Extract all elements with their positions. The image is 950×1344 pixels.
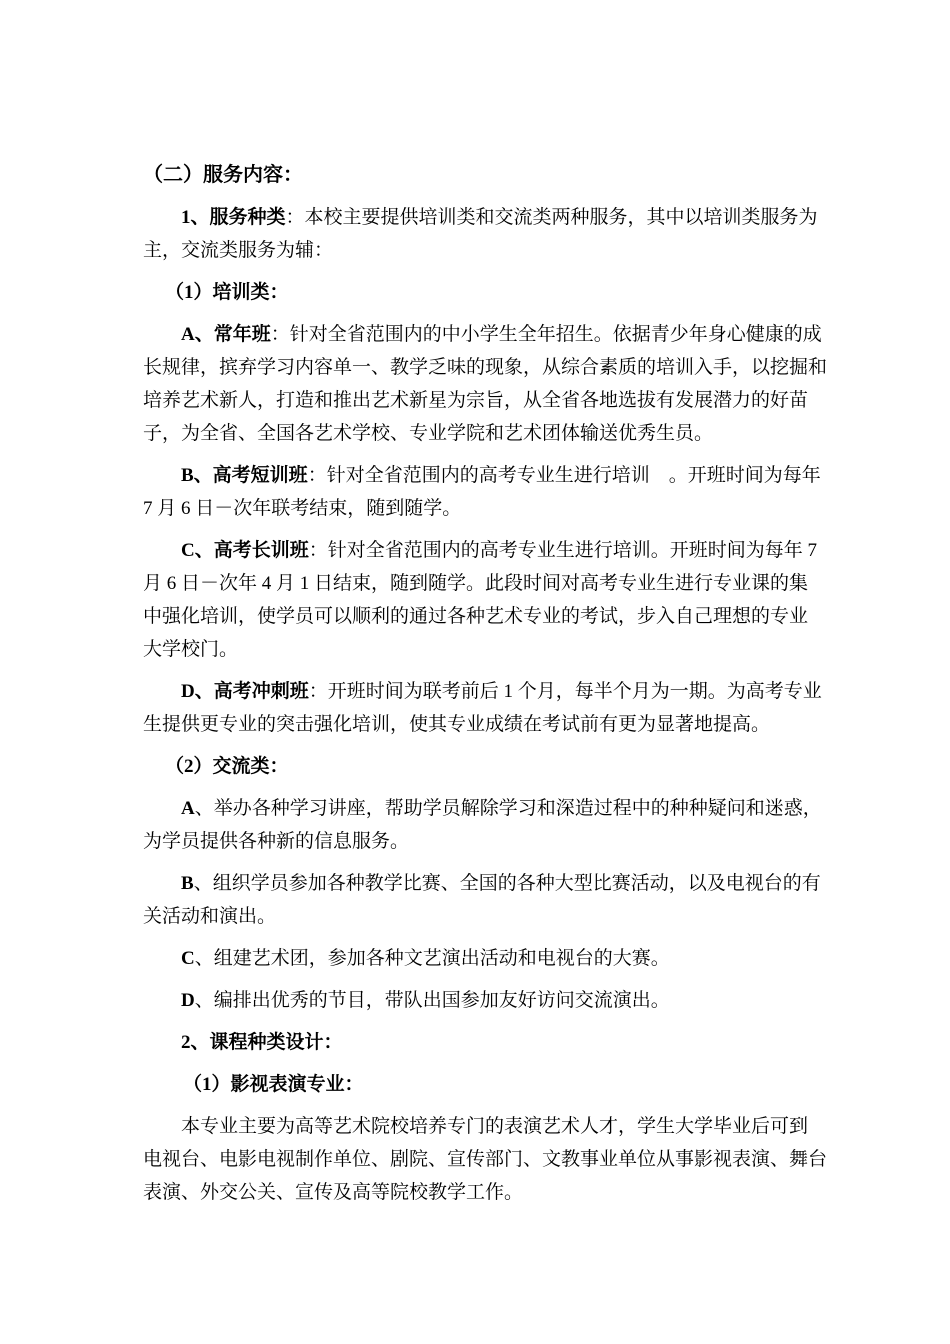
bold-lead: B、高考短训班 [181,465,308,486]
text-line [143,942,807,975]
paragraph [143,534,817,666]
line-text: 、编排出优秀的节目，带队出国参加友好访问交流演出。 [194,990,670,1011]
text-line [143,633,807,666]
line-text: ：针对全省范围内的高考专业生进行培训 。开班时间为每年 [307,465,821,486]
paragraph [143,1110,828,1209]
bold-lead: （二）服务内容： [143,164,303,186]
subsection-heading [143,1068,807,1101]
text-line [143,459,821,492]
bold-lead: D、高考冲刺班 [181,681,309,702]
bold-lead: C、高考长训班 [181,540,309,561]
line-text: ：开班时间为联考前后 1 个月，每半个月为一期。为高考专业 [308,681,822,702]
text-line [143,1176,807,1209]
line-text: 子，为全省、全国各艺术学校、专业学院和艺术团体输送优秀生员。 [143,423,714,444]
paragraph [143,792,822,858]
text-line [143,900,807,933]
text-line [143,159,807,192]
paragraph [143,675,822,741]
text-line [143,867,821,900]
bold-lead: （1）影视表演专业： [183,1074,364,1095]
text-line [143,1110,807,1143]
text-line [143,792,822,825]
paragraph [143,1026,807,1059]
line-text: 关活动和演出。 [143,906,277,927]
text-line [143,567,807,600]
text-line [143,351,828,384]
text-line [143,984,807,1017]
bold-lead: （1）培训类： [165,282,289,303]
text-line [143,825,807,858]
line-text: 主，交流类服务为辅： [143,240,334,261]
line-text: 长规律，摈弃学习内容单一、教学乏味的现象，从综合素质的培训入手，以挖掘和 [143,357,828,378]
bold-lead: D [181,990,195,1011]
line-text: 大学校门。 [143,639,239,660]
text-line [143,750,807,783]
paragraph [143,459,821,525]
line-text: ：针对全省范围内的中小学生全年招生。依据青少年身心健康的成 [270,324,822,345]
subsection-heading [143,276,807,309]
paragraph [143,318,828,450]
line-text: 月 6 日－次年 4 月 1 日结束，随到随学。此段时间对高考专业生进行专业课的集 [143,573,809,594]
line-text: 表演、外交公关、宣传及高等院校教学工作。 [143,1182,524,1203]
section-title [143,159,807,192]
paragraph [143,201,818,267]
bold-lead: A [181,798,195,819]
line-text: 中强化培训，使学员可以顺利的通过各种艺术专业的考试，步入自己理想的专业 [143,606,809,627]
line-text: 电视台、电影电视制作单位、剧院、宣传部门、文教事业单位从事影视表演、舞台 [143,1149,828,1170]
line-text: 生提供更专业的突击强化培训，使其专业成绩在考试前有更为显著地提高。 [143,714,771,735]
text-line [143,708,807,741]
paragraph [143,942,807,975]
paragraph [143,984,807,1017]
line-text: ：针对全省范围内的高考专业生进行培训。开班时间为每年 7 [308,540,817,561]
bold-lead: B [181,873,194,894]
text-line [143,1143,828,1176]
text-line [143,492,807,525]
line-text: 培养艺术新人，打造和推出艺术新星为宗旨，从全省各地选拔有发展潜力的好苗 [143,390,809,411]
text-line [143,1026,807,1059]
text-line [143,234,807,267]
bold-lead: 1、服务种类 [181,207,286,228]
line-text: 、举办各种学习讲座，帮助学员解除学习和深造过程中的种种疑问和迷惑， [194,798,822,819]
text-line [143,276,807,309]
line-text: 、组建艺术团，参加各种文艺演出活动和电视台的大赛。 [194,948,670,969]
line-text: 、组织学员参加各种教学比赛、全国的各种大型比赛活动，以及电视台的有 [193,873,821,894]
bold-lead: A、常年班 [181,324,271,345]
line-text: 7 月 6 日－次年联考结束，随到随学。 [143,498,462,519]
text-line [143,318,822,351]
bold-lead: 2、课程种类设计： [181,1032,343,1053]
text-line [143,534,817,567]
text-line [143,417,807,450]
paragraph [143,867,821,933]
line-text: ：本校主要提供培训类和交流类两种服务，其中以培训类服务为 [285,207,818,228]
text-line [143,675,822,708]
text-line [143,1068,807,1101]
text-line [143,600,807,633]
text-line [143,384,807,417]
subsection-heading [143,750,807,783]
line-text: 本专业主要为高等艺术院校培养专门的表演艺术人才，学生大学毕业后可到 [181,1116,809,1137]
document-body [143,159,828,1209]
bold-lead: C [181,948,195,969]
text-line [143,201,818,234]
bold-lead: （2）交流类： [165,756,289,777]
line-text: 为学员提供各种新的信息服务。 [143,831,410,852]
